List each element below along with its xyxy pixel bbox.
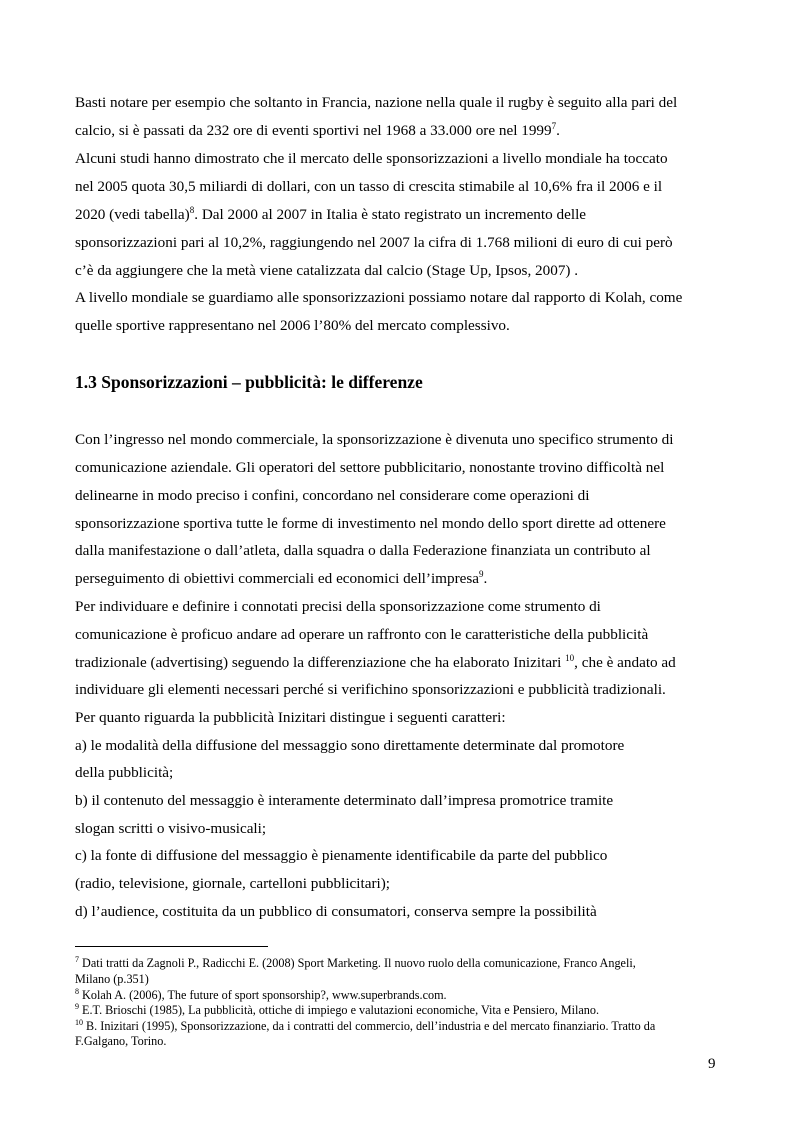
text-line: c’è da aggiungere che la metà viene catalizzata dal calcio (Stage Up, Ipsos, 2007) . [75, 262, 579, 279]
list-item: a) le modalità della diffusione del messaggio sono direttamente determinate dal promotore [75, 737, 625, 754]
footnote-ref[interactable]: 9 [479, 569, 484, 579]
list-item: (radio, televisione, giornale, cartelloni pubblicitari); [75, 875, 391, 892]
footnote: F.Galgano, Torino. [75, 1034, 167, 1048]
footnote: $^7$ Dati tratti da Zagnoli P., Radicchi E. (2008) Sport Marketing. Il nuovo ruolo della comunicazione, Franco Angeli, [75, 955, 636, 970]
text-line: comunicazione è proficuo andare ad operare un raffronto con le caratteristiche della pubblicità [75, 626, 649, 643]
footnote-ref[interactable]: 10 [565, 653, 575, 663]
text-line: delinearne in modo preciso i confini, concordano nel considerare come operazioni di [75, 487, 590, 504]
text-line: perseguimento di obiettivi commerciali ed economici dell’impresa$^9$. [75, 569, 488, 587]
footnote: $^8$ Kolah A. (2006), The future of sport sponsorship?, www.superbrands.com. [75, 987, 447, 1002]
text-line: individuare gli elementi necessari perché si verifichino sponsorizzazioni e pubblicità tradizionali. [75, 681, 666, 698]
text-line: Con l’ingresso nel mondo commerciale, la sponsorizzazione è divenuta uno specifico strumento di [75, 431, 674, 448]
list-item: della pubblicità; [75, 764, 174, 781]
footnote-ref[interactable]: 8 [189, 205, 195, 215]
text-line: dalla manifestazione o dall’atleta, dalla squadra o dalla Federazione finanziata un contributo al [75, 542, 651, 559]
footnote-ref[interactable]: 7 [551, 121, 557, 131]
list-item: d) l’audience, costituita da un pubblico di consumatori, conserva sempre la possibilità [75, 903, 597, 920]
text-line: Per individuare e definire i connotati precisi della sponsorizzazione come strumento di [75, 598, 601, 615]
text-line: quelle sportive rappresentano nel 2006 l’80% del mercato complessivo. [75, 317, 510, 334]
text-line: Alcuni studi hanno dimostrato che il mercato delle sponsorizzazioni a livello mondiale ha toccato [75, 150, 668, 167]
text-line: Basti notare per esempio che soltanto in Francia, nazione nella quale il rugby è seguito alla pari del [75, 94, 678, 111]
page-number: 9 [708, 1056, 716, 1072]
text-line: nel 2005 quota 30,5 miliardi di dollari, con un tasso di crescita stimabile al 10,6% fra il 2006 e il [75, 178, 663, 195]
text-line: Per quanto riguarda la pubblicità Inizitari distingue i seguenti caratteri: [75, 709, 506, 726]
text-line: sponsorizzazione sportiva tutte le forme di investimento nel mondo dello sport dirette ad ottenere [75, 515, 666, 532]
footnote-divider [75, 946, 268, 947]
text-line: comunicazione aziendale. Gli operatori del settore pubblicitario, nonostante trovino difficoltà nel [75, 459, 665, 476]
list-item: slogan scritti o visivo-musicali; [75, 820, 267, 837]
footnote: $^9$ E.T. Brioschi (1985), La pubblicità, ottiche di impiego e valutazioni economiche, Vita e Pensiero, Milano. [75, 1002, 600, 1017]
text-line: tradizionale (advertising) seguendo la differenziazione che ha elaborato Inizitari $^{10}$, che è andato ad [75, 653, 676, 671]
list-item: c) la fonte di diffusione del messaggio è pienamente identificabile da parte del pubblico [75, 847, 608, 864]
list-item: b) il contenuto del messaggio è interamente determinato dall’impresa promotrice tramite [75, 792, 614, 809]
text-line: sponsorizzazioni pari al 10,2%, raggiungendo nel 2007 la cifra di 1.768 milioni di euro di cui però [75, 234, 673, 251]
text-line: calcio, si è passati da 232 ore di eventi sportivi nel 1968 a 33.000 ore nel 1999$^7$. [75, 121, 560, 139]
section-heading: 1.3 Sponsorizzazioni – pubblicità: le differenze [75, 372, 423, 392]
footnote: $^{10}$ B. Inizitari (1995), Sponsorizzazione, da i contratti del commercio, dell’industria e del mercato finanziario. Tratto da [75, 1018, 656, 1033]
footnote: Milano (p.351) [75, 972, 149, 986]
text-line: 2020 (vedi tabella)$^8$. Dal 2000 al 2007 in Italia è stato registrato un incremento delle [75, 205, 587, 223]
text-line: A livello mondiale se guardiamo alle sponsorizzazioni possiamo notare dal rapporto di Kolah, come [75, 289, 683, 306]
